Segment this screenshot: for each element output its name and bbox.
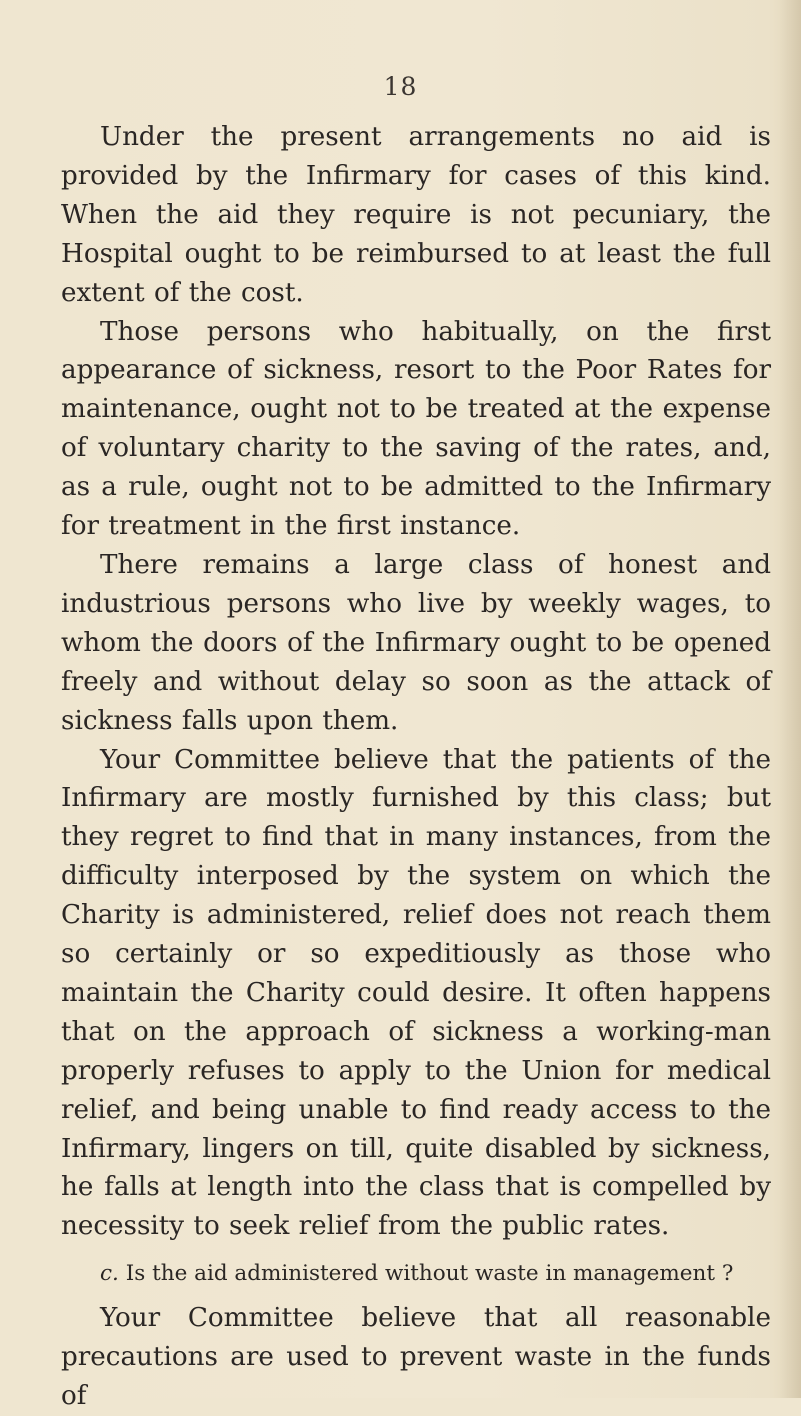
page-edge-shadow	[779, 0, 801, 1398]
question-c	[61, 1258, 771, 1289]
body-text	[61, 118, 771, 1416]
paragraph-aid-provision: Under the present arrangements no aid is provided by the Infirmary for cases of this kind. When the aid they require is not pecuniary, the Hospital ought to be reimbursed to at least the full extent of the cost.	[61, 122, 771, 308]
page-number: 18	[383, 72, 418, 101]
paragraph-poor-rates: Those persons who habitually, on the first appearance of sickness, resort to the Poor Rates for maintenance, ought not to be treated at the expense of voluntary charity to the saving of the rates, and, as a rule, ought not to be admitted to the Infirmary for treatment in the first instance.	[61, 316, 771, 542]
paragraph-committee-belief: Your Committee believe that the patients of the Infirmary are mostly furnished by this class; but they regret to find that in many instances, from the difficulty interposed by the system on which the Charity is administered, relief does not reach them so certainly or so expeditiously as those who maintain the Charity could desire. It often happens that on the approach of sickness a working-man properly refuses to apply to the Union for medical relief, and being unable to find ready access to the Infirmary, lingers on till, quite disabled by sickness, he falls at length into the class that is compelled by necessity to seek relief from the public rates.	[61, 744, 771, 1242]
paragraph-waste-precautions: Your Committee believe that all reasonable precautions are used to prevent waste in the funds of	[61, 1303, 771, 1412]
question-text: Is the aid administered without waste in management ?	[118, 1261, 734, 1287]
paragraph-industrious-class: There remains a large class of honest and industrious persons who live by weekly wages, to whom the doors of the Infirmary ought to be opened freely and without delay so soon as the attack of sickness falls upon them.	[61, 549, 771, 736]
question-label: c.	[100, 1261, 119, 1287]
